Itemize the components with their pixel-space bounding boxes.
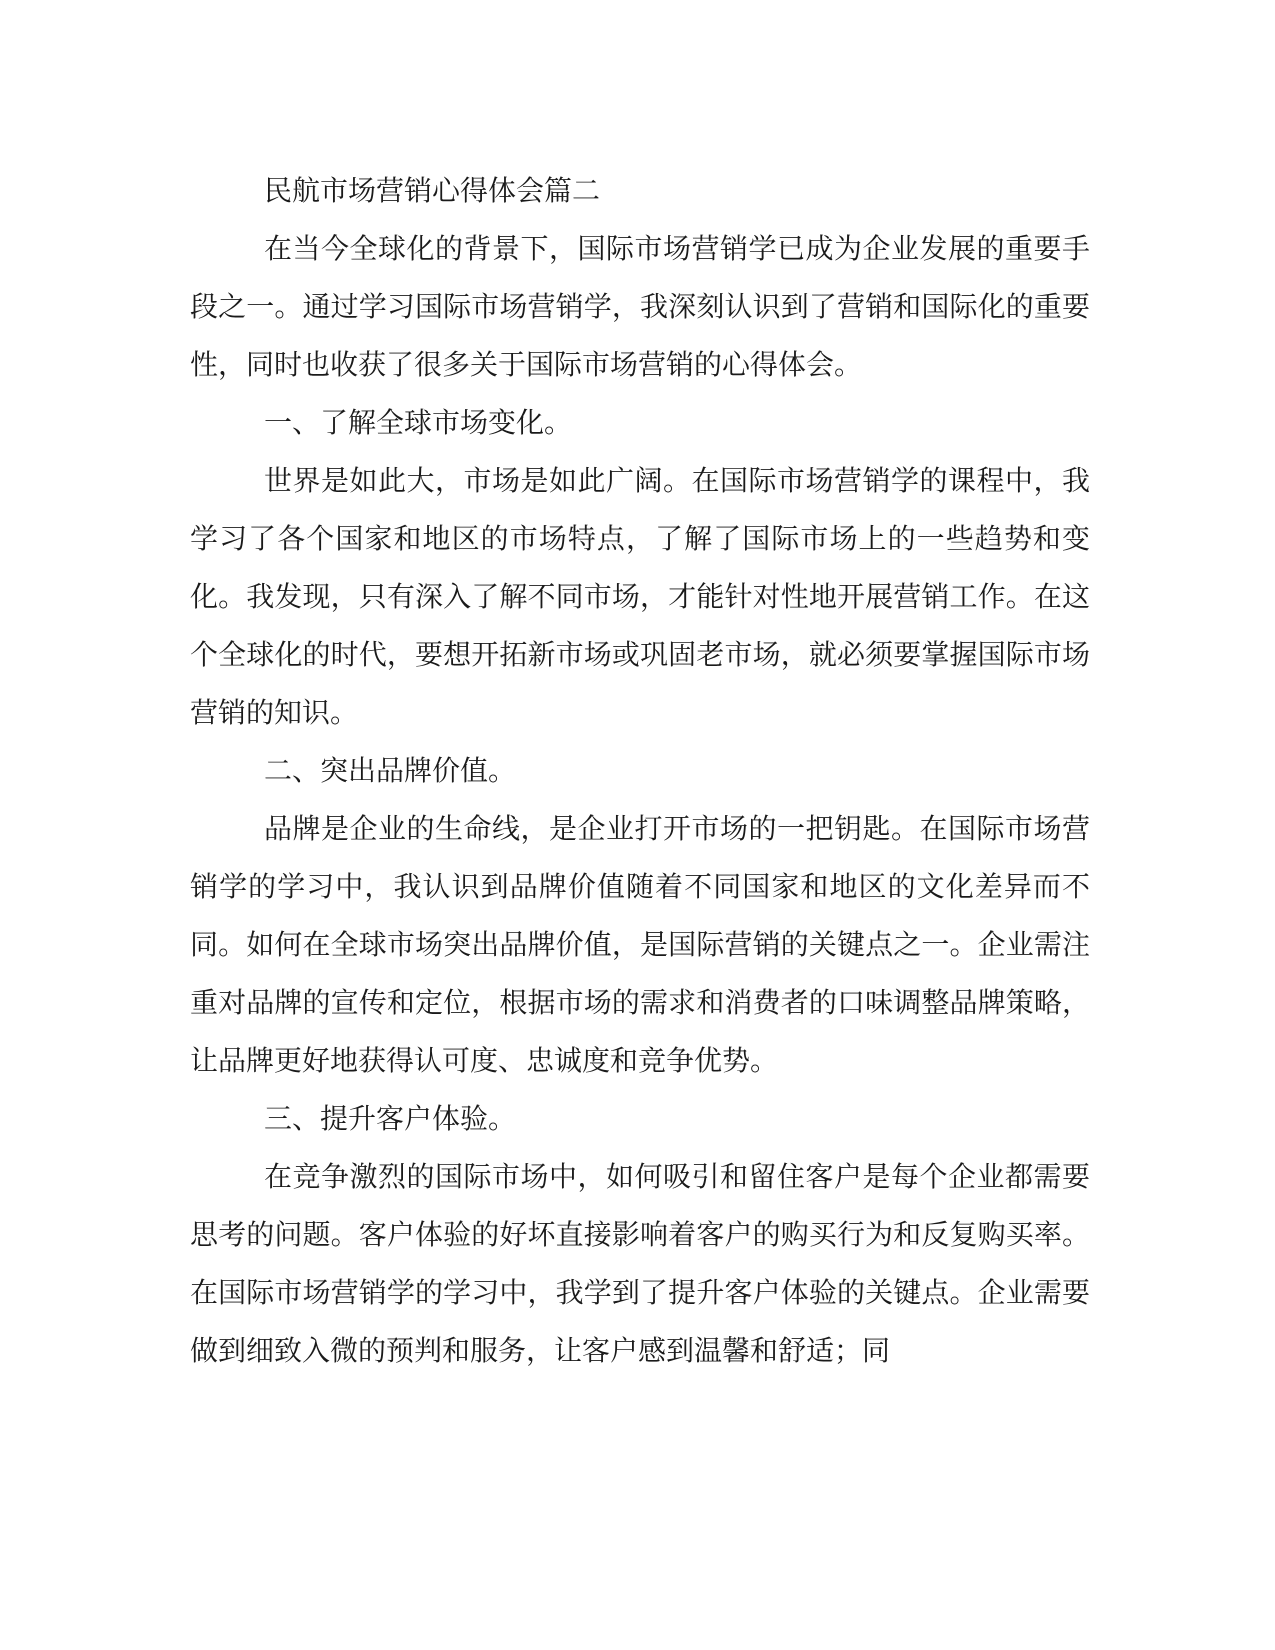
- section-heading: 一、了解全球市场变化。: [264, 406, 573, 439]
- section-paragraph: 世界是如此大，市场是如此广阔。在国际市场营销学的课程中，我学习了各个国家和地区的市场特点，了解了国际市场上的一些趋势和变化。我发现，只有深入了解不同市场，才能针对性地开展营销工作。在这个全球化的时代，要想开拓新市场或巩固老市场，就必须要掌握国际市场营销的知识。: [190, 464, 1090, 729]
- intro-paragraph: 在当今全球化的背景下，国际市场营销学已成为企业发展的重要手段之一。通过学习国际市场营销学，我深刻认识到了营销和国际化的重要性，同时也收获了很多关于国际市场营销的心得体会。: [190, 232, 1090, 381]
- section-paragraph: 在竞争激烈的国际市场中，如何吸引和留住客户是每个企业都需要思考的问题。客户体验的好坏直接影响着客户的购买行为和反复购买率。在国际市场营销学的学习中，我学到了提升客户体验的关键点。企业需要做到细致入微的预判和服务，让客户感到温馨和舒适；同: [190, 1160, 1090, 1367]
- section-heading: 二、突出品牌价值。: [264, 754, 517, 787]
- section-paragraph: 品牌是企业的生命线，是企业打开市场的一把钥匙。在国际市场营销学的学习中，我认识到品牌价值随着不同国家和地区的文化差异而不同。如何在全球市场突出品牌价值，是国际营销的关键点之一。企业需注重对品牌的宣传和定位，根据市场的需求和消费者的口味调整品牌策略，让品牌更好地获得认可度、忠诚度和竞争优势。: [190, 812, 1090, 1077]
- section-heading: 三、提升客户体验。: [264, 1102, 517, 1135]
- document-title: 民航市场营销心得体会篇二: [264, 174, 601, 207]
- document-body: [190, 162, 1090, 1380]
